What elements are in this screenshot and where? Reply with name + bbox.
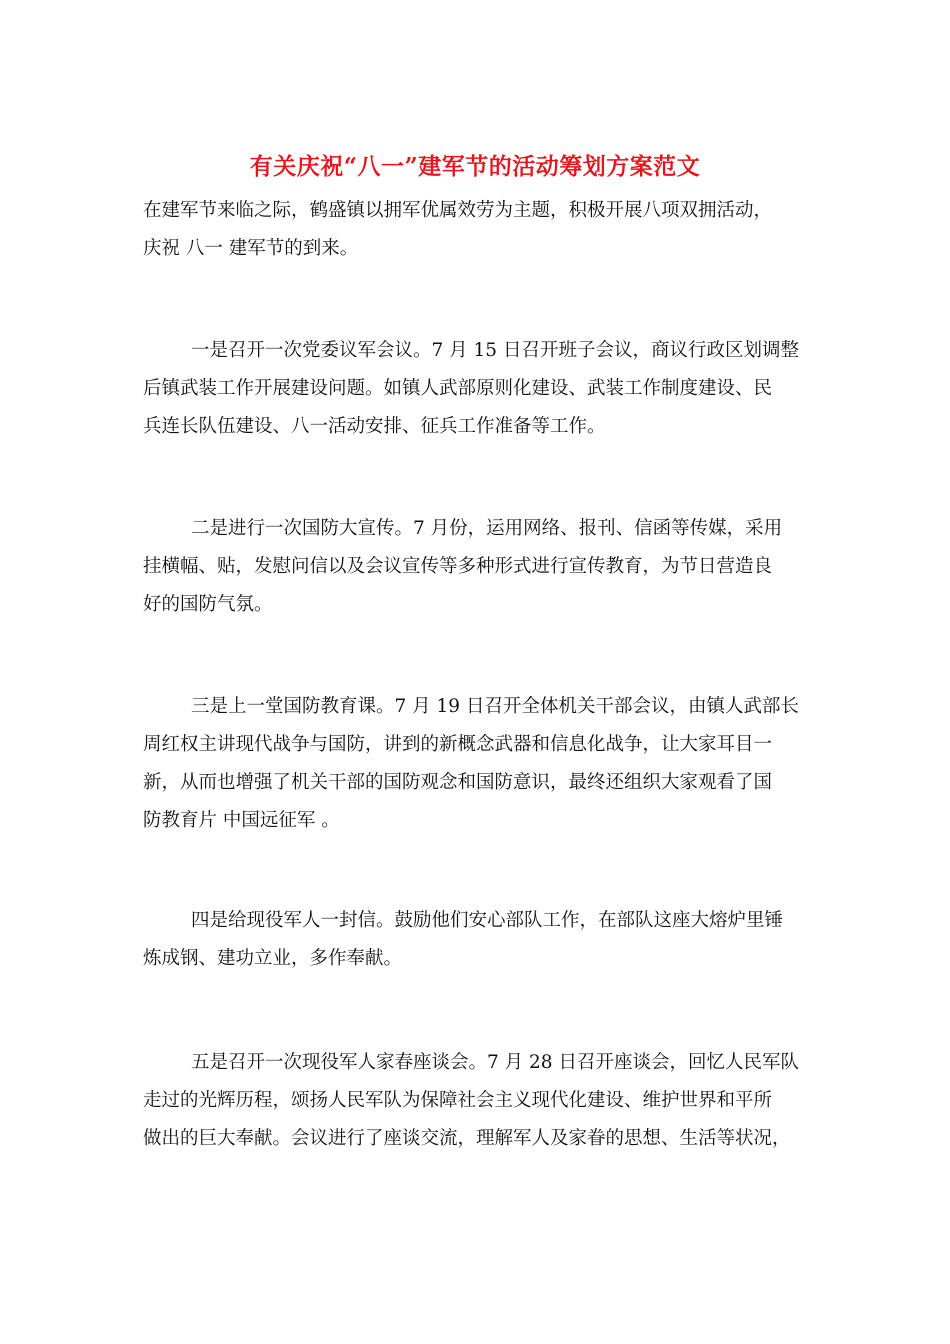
- item2-line: 好的国防气氛。: [143, 594, 273, 615]
- item1-paragraph: [143, 332, 809, 446]
- item3-line: 周红权主讲现代战争与国防，讲到的新概念武器和信息化战争，让大家耳目一: [143, 734, 773, 755]
- item3-line: 防教育片 中国远征军 。: [143, 810, 340, 831]
- item5-line: 走过的光辉历程，颂扬人民军队为保障社会主义现代化建设、维护世界和平所: [143, 1090, 773, 1111]
- item3-paragraph: [143, 688, 809, 840]
- intro-line: 在建军节来临之际，鹤盛镇以拥军优属效劳为主题，积极开展八项双拥活动，: [143, 200, 773, 221]
- item5-line: 五是召开一次现役军人家春座谈会。7 月 28 日召开座谈会，回忆人民军队: [191, 1052, 799, 1073]
- item2-line: 二是进行一次国防大宣传。7 月份，运用网络、报刊、信函等传媒，采用: [191, 518, 783, 539]
- document-title: 有关庆祝“八一”建军节的活动筹划方案范文: [249, 153, 701, 180]
- item1-line: 后镇武装工作开展建设问题。如镇人武部原则化建设、武装工作制度建设、民: [143, 378, 773, 399]
- item1-line: 兵连长队伍建设、八一活动安排、征兵工作准备等工作。: [143, 416, 606, 437]
- intro-paragraph: [143, 192, 809, 268]
- item4-paragraph: [143, 902, 809, 978]
- item3-line: 三是上一堂国防教育课。7 月 19 日召开全体机关干部会议，由镇人武部长: [191, 696, 799, 717]
- item4-line: 四是给现役军人一封信。鼓励他们安心部队工作，在部队这座大熔炉里锤: [191, 910, 784, 931]
- item5-line: 做出的巨大奉献。会议进行了座谈交流，理解军人及家眷的思想、生活等状况，: [143, 1128, 791, 1149]
- item2-paragraph: [143, 510, 809, 624]
- item5-paragraph: [143, 1044, 809, 1158]
- item2-line: 挂横幅、贴，发慰问信以及会议宣传等多种形式进行宣传教育，为节日营造良: [143, 556, 773, 577]
- item4-line: 炼成钢、建功立业，多作奉献。: [143, 948, 403, 969]
- item3-line: 新，从而也增强了机关干部的国防观念和国防意识，最终还组织大家观看了国: [143, 772, 773, 793]
- intro-line: 庆祝 八一 建军节的到来。: [143, 238, 359, 259]
- item1-line: 一是召开一次党委议军会议。7 月 15 日召开班子会议，商议行政区划调整: [191, 340, 799, 361]
